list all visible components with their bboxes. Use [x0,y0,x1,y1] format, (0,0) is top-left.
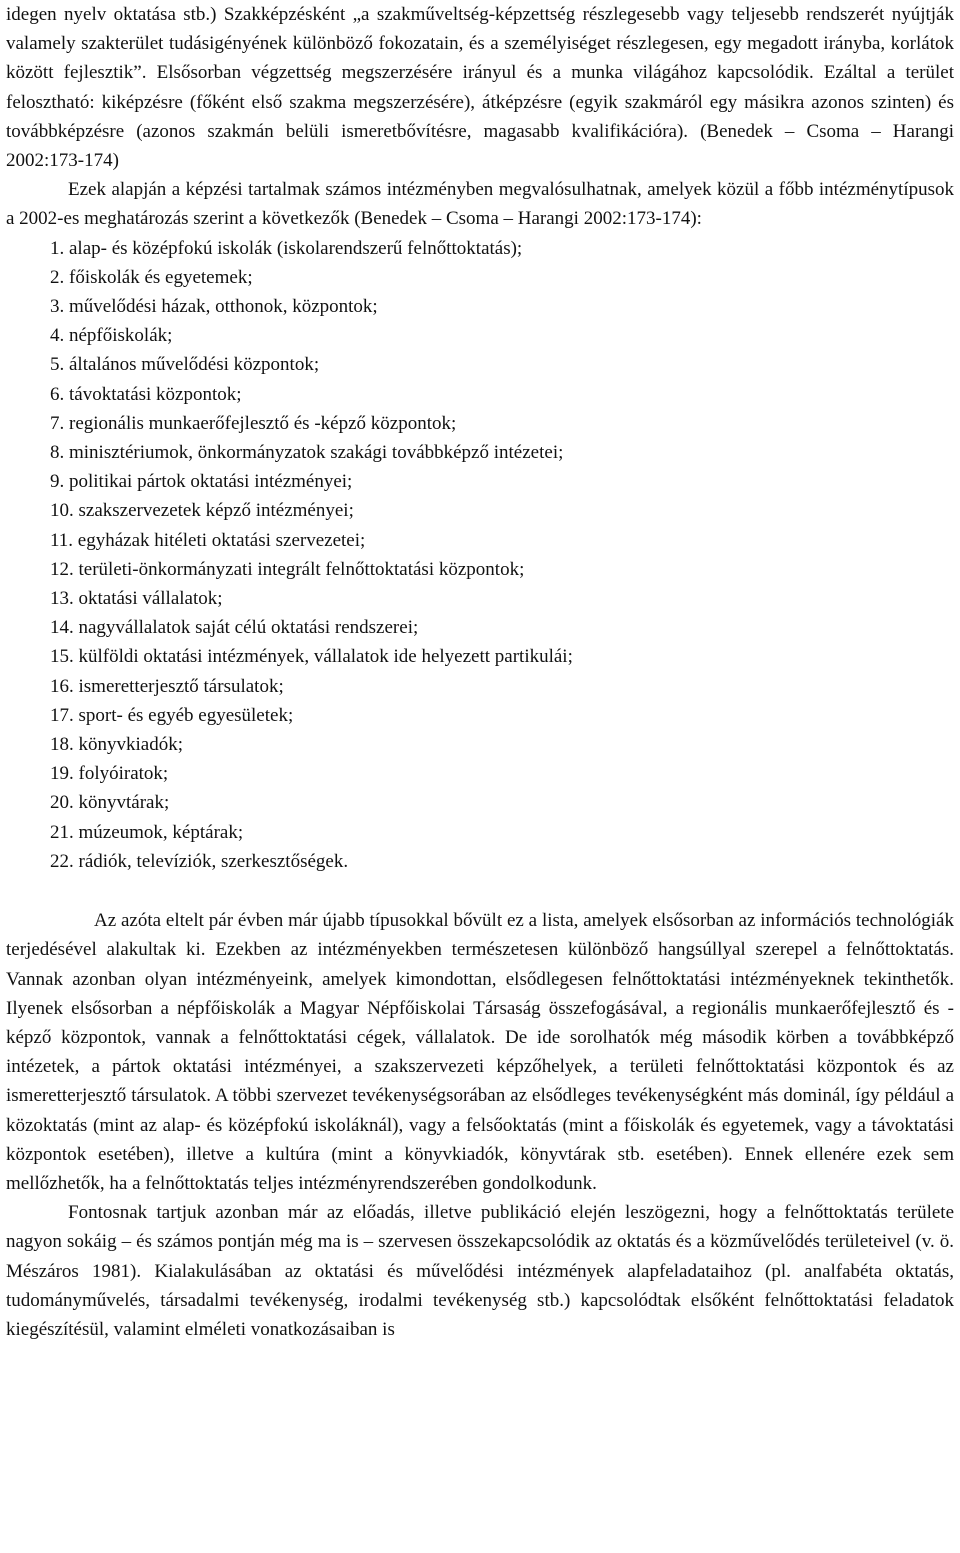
list-item: 8. minisztériumok, önkormányzatok szakági továbbképző intézetei; [50,442,564,464]
list-item: 15. külföldi oktatási intézmények, vállalatok ide helyezett partikulái; [50,646,573,668]
list-item: 18. könyvkiadók; [50,734,183,756]
list-item: 10. szakszervezetek képző intézményei; [50,500,354,522]
list-item: 21. múzeumok, képtárak; [50,821,244,843]
list-item: 4. népfőiskolák; [50,325,173,347]
list-item: 13. oktatási vállalatok; [50,588,223,610]
document-page [6,0,954,1344]
list-item: 17. sport- és egyéb egyesületek; [50,704,294,726]
list-item: 2. főiskolák és egyetemek; [50,266,253,288]
list-item: 7. regionális munkaerőfejlesztő és -képző központok; [50,412,457,434]
list-item: 3. művelődési házak, otthonok, központok; [50,296,378,318]
list-item: 9. politikai pártok oktatási intézményei; [50,471,353,493]
list-item: 22. rádiók, televíziók, szerkesztőségek. [50,850,349,872]
list-item: 20. könyvtárak; [50,792,170,814]
list-item: 6. távoktatási központok; [50,383,242,405]
list-item: 14. nagyvállalatok saját célú oktatási rendszerei; [50,617,419,639]
paragraph-vocational-training: idegen nyelv oktatása stb.) Szakképzésként „a szakműveltség-képzettség részlegesebb vagy teljesebb rendszerét nyújtják valamely szakterület tudásigényének különböző fokozatain, és a személyiséget részlegesen, egy megadott irányba, korlátok között fejlesztik”. Elsősorban végzettség megszerzésére irányul és a munka világához kapcsolódik. Ezáltal a terület felosztható: kiképzésre (főként első szakma megszerzésére), átképzésre (egyik szakmáról egy másikra azonos szinten) és továbbképzésre (azonos szakmán belüli ismeretbővítésre, magasabb kvalifikációra). (Benedek – Csoma – Harangi 2002:173-174) [6,4,954,172]
list-item: 5. általános művelődési központok; [50,354,320,376]
list-item: 12. területi-önkormányzati integrált felnőttoktatási központok; [50,558,525,580]
paragraph-adult-education-field: Fontosnak tartjuk azonban már az előadás, illetve publikáció elején leszögezni, hogy a felnőttoktatás területe nagyon sokáig – és számos pontján még ma is – szervesen összekapcsolódik az oktatás és a közművelődés területeivel (v. ö. Mészáros 1981). Kialakulásában az oktatási és művelődési intézmények alapfeladataihoz (pl. analfabéta oktatás, tudományművelés, társadalmi tevékenység, irodalmi tevékenység stb.) kapcsolódtak elsőként felnőttoktatási feladatok kiegészítésül, valamint elméleti vonatkozásaiban is [6,1202,954,1340]
list-item: 1. alap- és középfokú iskolák (iskolarendszerű felnőttoktatás); [50,237,523,259]
paragraph-institution-types-intro: Ezek alapján a képzési tartalmak számos intézményben megvalósulhatnak, amelyek közül a főbb intézménytípusok a 2002-es meghatározás szerint a következők (Benedek – Csoma – Harangi 2002:173-174): [6,179,954,230]
paragraph-spacer [6,876,954,906]
paragraph-new-institution-types: Az azóta eltelt pár évben már újabb típusokkal bővült ez a lista, amelyek elsősorban az információs technológiák terjedésével alakultak ki. Ezekben az intézményekben természetesen különböző hangsúllyal szerepel a felnőttoktatás. Vannak azonban olyan intézményeink, amelyek kimondottan, elsődlegesen felnőttoktatási intézményeknek tekinthetők. Ilyenek elsősorban a népfőiskolák a Magyar Népfőiskolai Társaság összefogásával, a regionális munkaerőfejlesztő és -képző központok, vannak a felnőttoktatási cégek, vállalatok. De ide sorolhatók még második körben a továbbképző intézetek, a pártok oktatási intézményei, a szakszervezeti képzőhelyek, a területi felnőttoktatási központok és az ismeretterjesztő társulatok. A többi szervezet tevékenységsorában az elsődleges tevékenységként más dominál, így például a közoktatás (mint az alap- és középfokú iskoláknál), vagy a felsőoktatás (mint a főiskolák és egyetemek, vagy a távoktatási központok esetében), illetve a kultúra (mint a könyvkiadók, könyvtárak stb. esetében). Ennek ellenére ezek sem mellőzhetők, ha a felnőttoktatás teljes intézményrendszerében gondolkodunk. [6,910,954,1194]
list-item: 19. folyóiratok; [50,763,169,785]
institution-type-list [6,234,954,876]
list-item: 11. egyházak hitéleti oktatási szervezetei; [50,529,366,551]
list-item: 16. ismeretterjesztő társulatok; [50,675,284,697]
